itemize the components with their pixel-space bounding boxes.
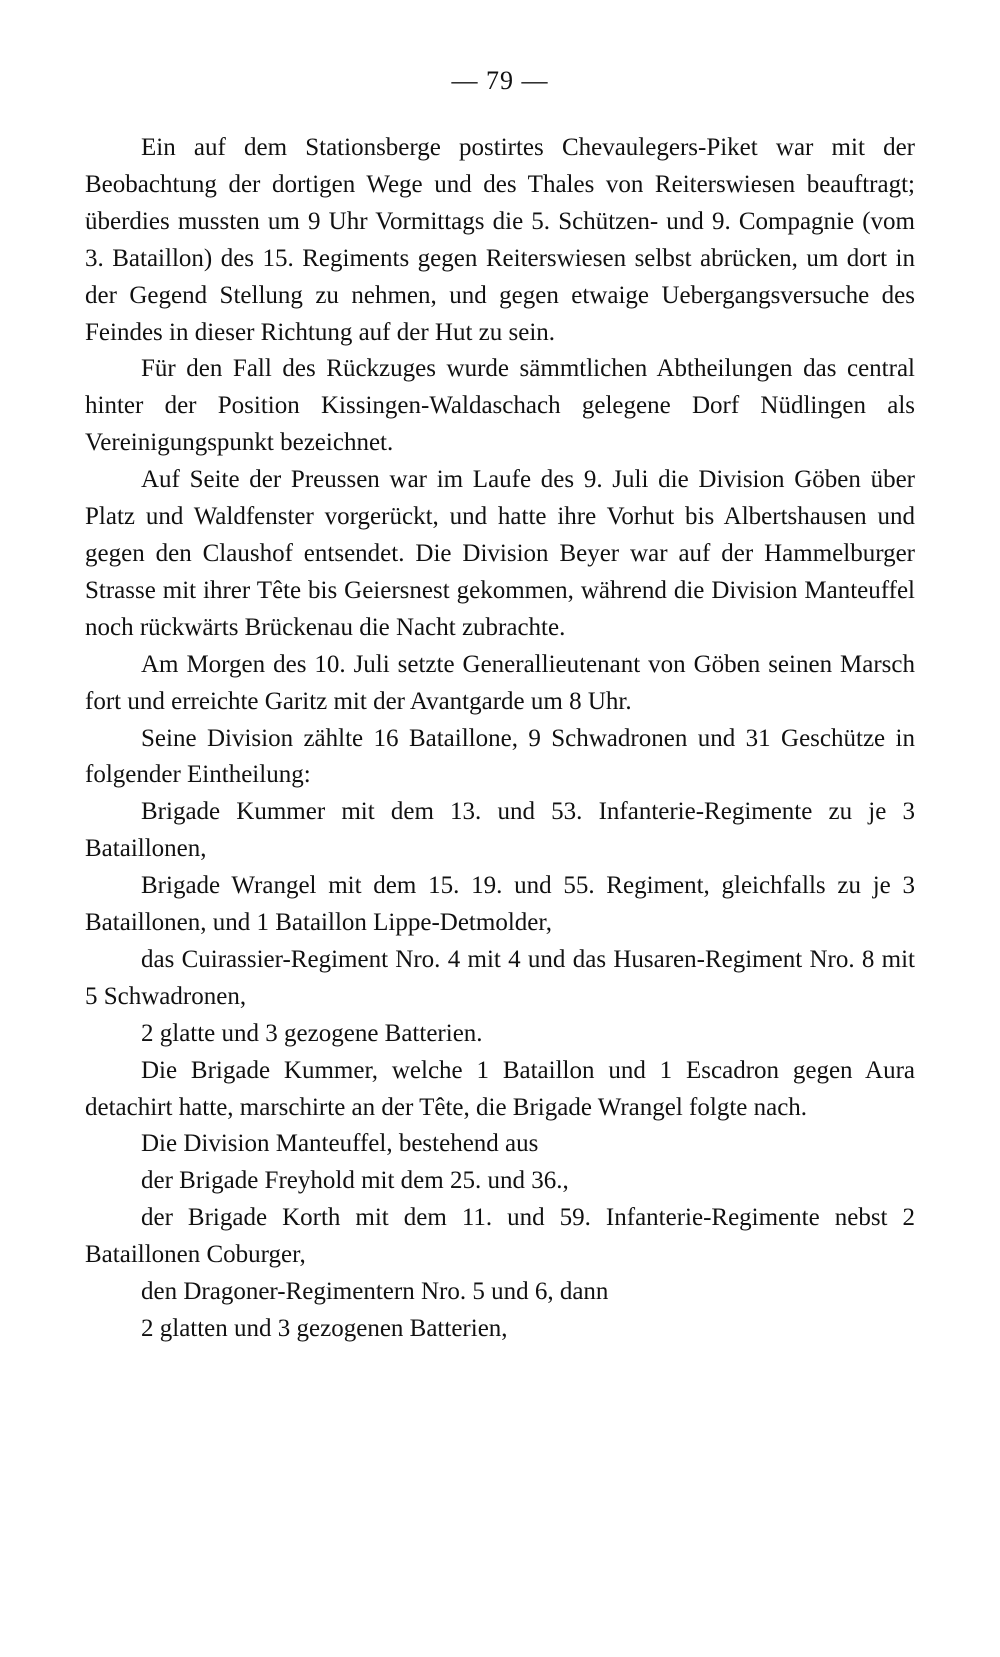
- paragraph: Seine Division zählte 16 Bataillone, 9 Schwadronen und 31 Geschütze in folgender Eintheilung:: [85, 724, 915, 789]
- paragraph: Brigade Kummer mit dem 13. und 53. Infanterie-Regimente zu je 3 Bataillonen,: [85, 798, 915, 863]
- paragraph: Am Morgen des 10. Juli setzte Generallieutenant von Göben seinen Marsch fort und erreichte Garitz mit der Avantgarde um 8 Uhr.: [85, 650, 915, 715]
- paragraph: Die Division Manteuffel, bestehend aus: [141, 1130, 539, 1158]
- paragraph: Die Brigade Kummer, welche 1 Bataillon und 1 Escadron gegen Aura detachirt hatte, marschirte an der Tête, die Brigade Wrangel folgte nach.: [85, 1056, 915, 1121]
- paragraph: Für den Fall des Rückzuges wurde sämmtlichen Abtheilungen das central hinter der Position Kissingen-Waldaschach gelegene Dorf Nüdlingen als Vereinigungspunkt bezeichnet.: [85, 355, 915, 457]
- paragraph: der Brigade Freyhold mit dem 25. und 36.,: [141, 1167, 569, 1195]
- paragraph: Auf Seite der Preussen war im Laufe des 9. Juli die Division Göben über Platz und Waldfenster vorgerückt, und hatte ihre Vorhut bis Albertshausen und gegen den Claushof entsendet. Die Division Beyer war auf der Hammelburger Strasse mit ihrer Tête bis Geiersnest gekommen, während die Division Manteuffel noch rückwärts Brückenau die Nacht zubrachte.: [85, 466, 915, 641]
- page-number: — 79 —: [451, 66, 549, 95]
- paragraph: der Brigade Korth mit dem 11. und 59. Infanterie-Regimente nebst 2 Bataillonen Coburger,: [85, 1204, 915, 1269]
- paragraph: das Cuirassier-Regiment Nro. 4 mit 4 und das Husaren-Regiment Nro. 8 mit 5 Schwadronen,: [85, 945, 915, 1010]
- body-text: [85, 130, 915, 1348]
- paragraph: Brigade Wrangel mit dem 15. 19. und 55. Regiment, gleichfalls zu je 3 Bataillonen, und 1 Bataillon Lippe-Detmolder,: [85, 872, 915, 937]
- paragraph: den Dragoner-Regimentern Nro. 5 und 6, dann: [141, 1278, 609, 1306]
- paragraph: 2 glatten und 3 gezogenen Batterien,: [141, 1315, 508, 1342]
- paragraph: 2 glatte und 3 gezogene Batterien.: [141, 1019, 483, 1047]
- paragraph: Ein auf dem Stationsberge postirtes Chevaulegers-Piket war mit der Beobachtung der dortigen Wege und des Thales von Reiterswiesen beauftragt; überdies mussten um 9 Uhr Vormittags die 5. Schützen- und 9. Compagnie (vom 3. Bataillon) des 15. Regiments gegen Reiterswiesen selbst abrücken, um dort in der Gegend Stellung zu nehmen, und gegen etwaige Uebergangsversuche des Feindes in dieser Richtung auf der Hut zu sein.: [85, 134, 915, 346]
